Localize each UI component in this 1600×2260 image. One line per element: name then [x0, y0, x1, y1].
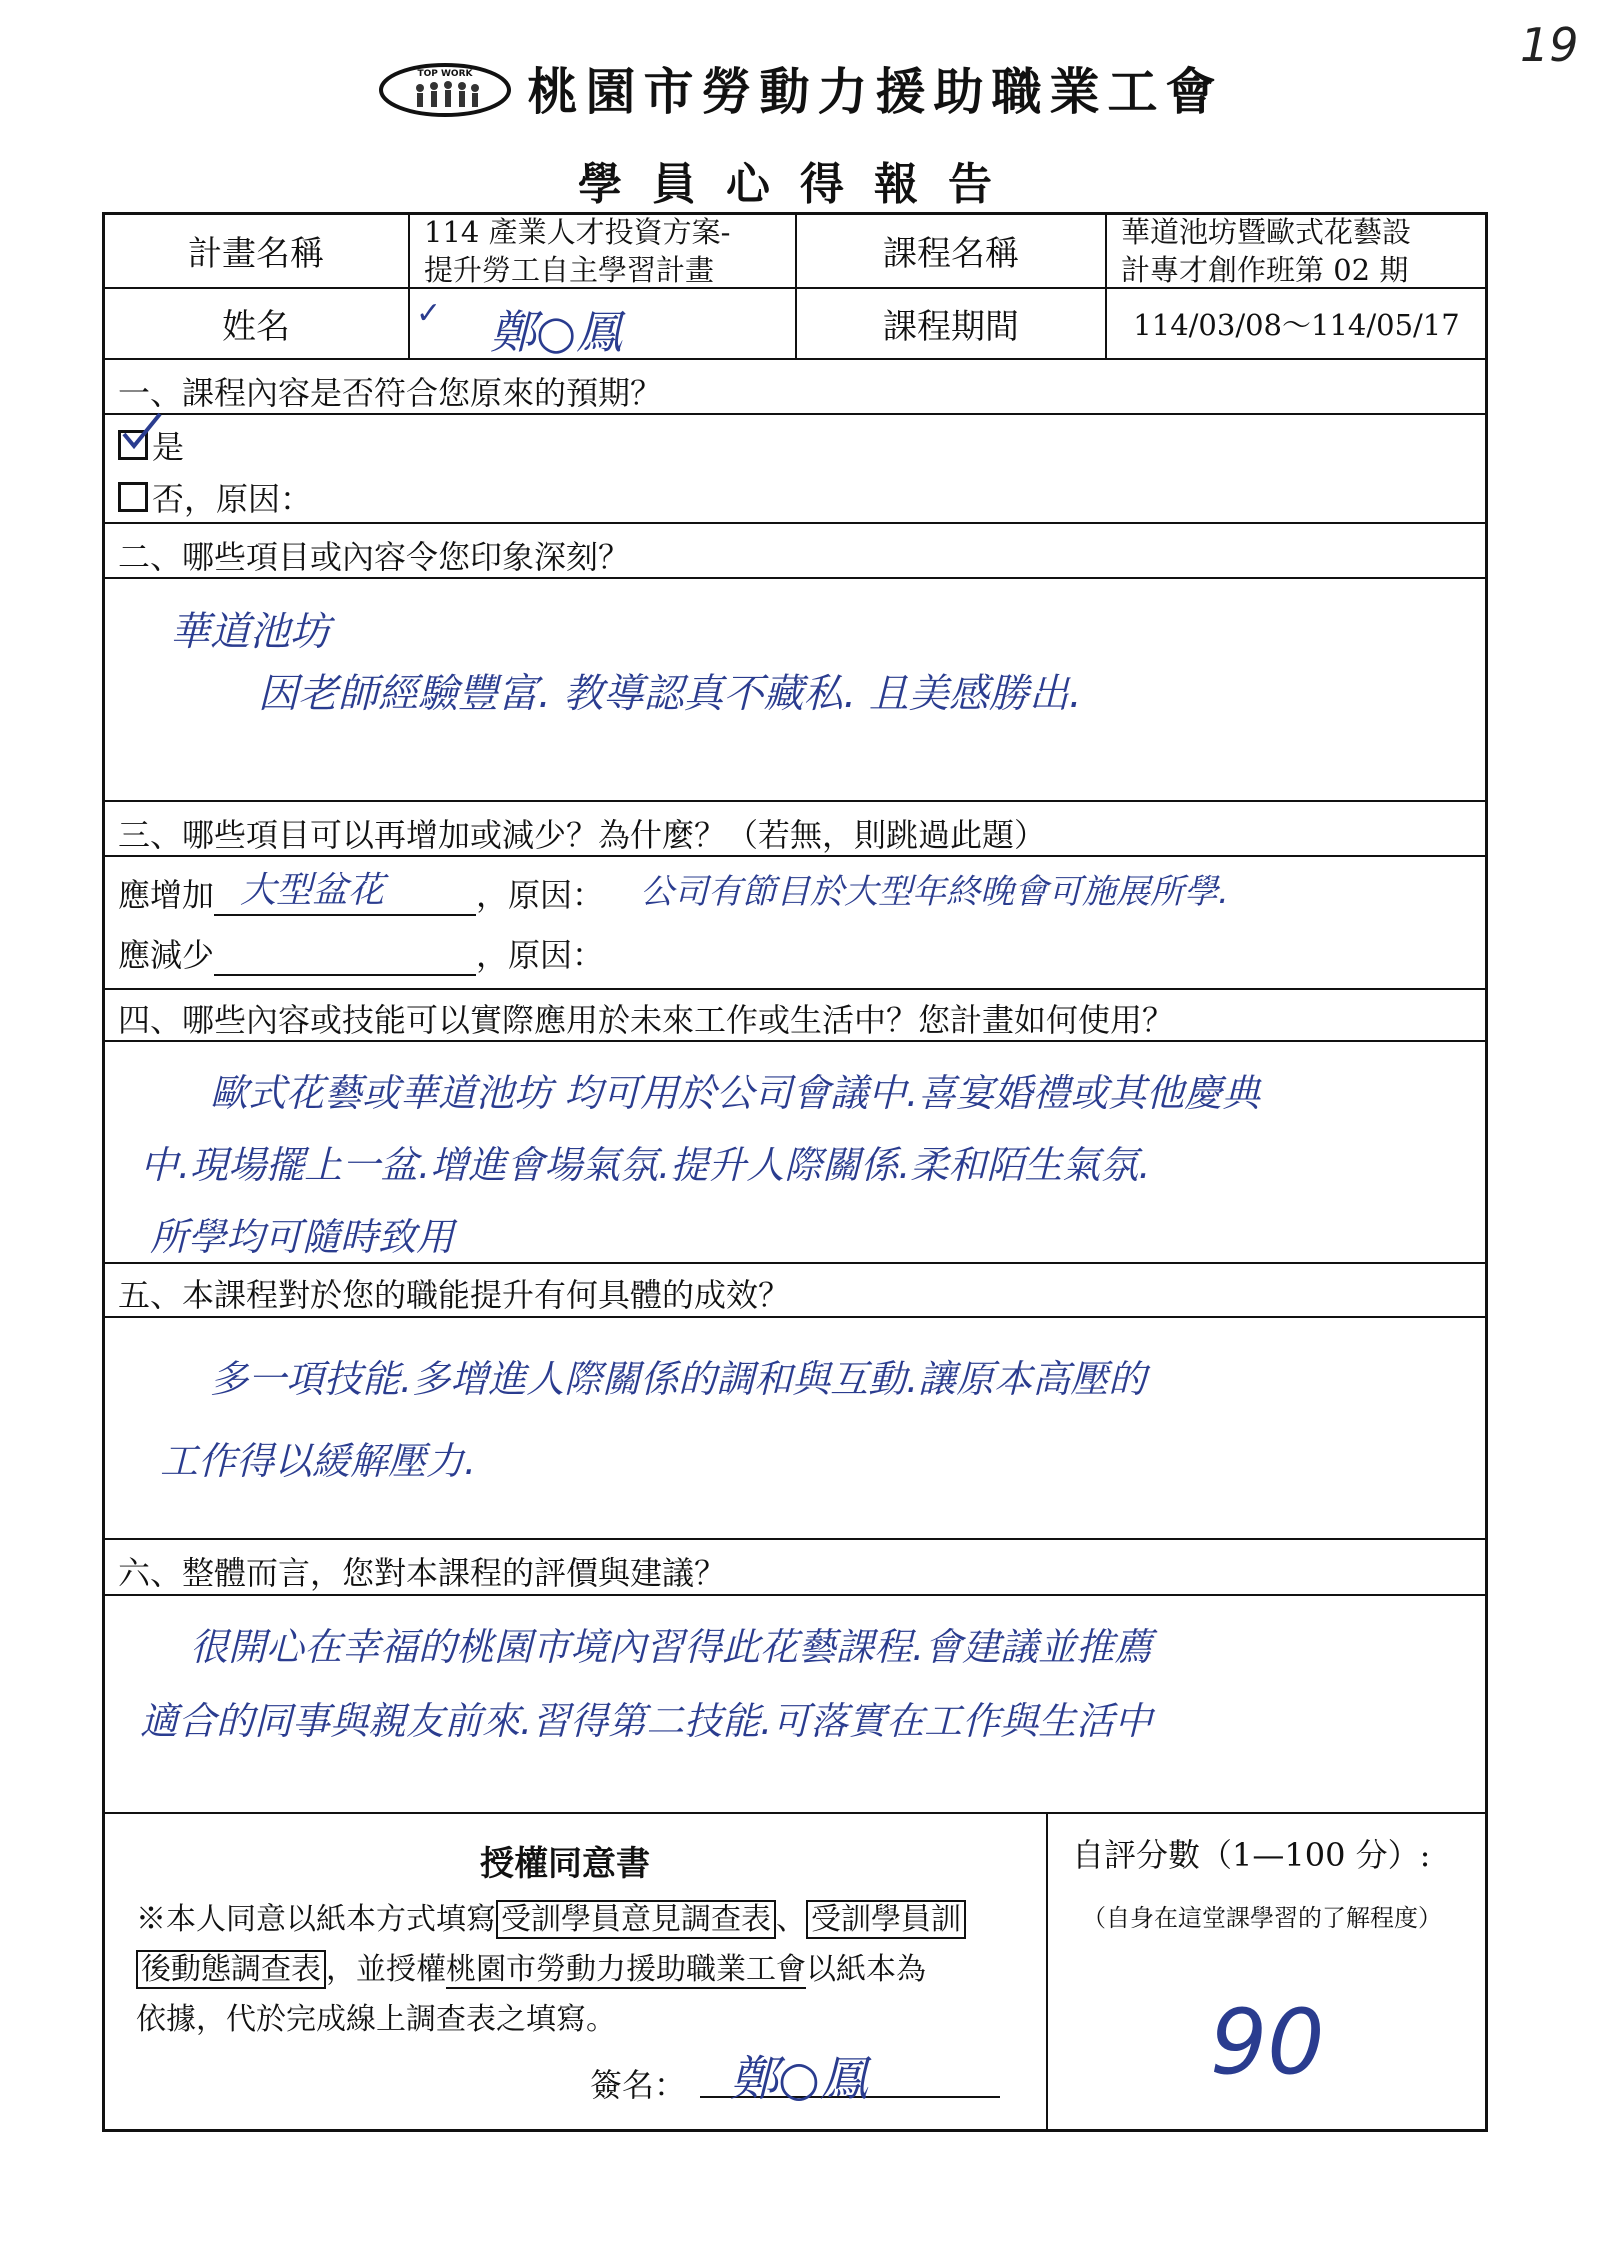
consent-mid: ，並授權 — [326, 1952, 446, 1987]
q2-answer-line[interactable]: 華道池坊 — [170, 609, 330, 655]
score-label: 自評分數（1—100 分）: — [1072, 1836, 1431, 1874]
page-number: 19 — [1520, 18, 1579, 72]
add-reason[interactable]: 公司有節目於大型年終晚會可施展所學. — [640, 872, 1229, 912]
q4-answer-line[interactable]: 所學均可隨時致用 — [150, 1215, 455, 1259]
col-divider — [1046, 1812, 1048, 2132]
period-value: 114/03/08～114/05/17 — [1133, 308, 1460, 342]
no-label: 否，原因： — [152, 480, 313, 518]
consent-org: 桃園市勞動力援助職業工會 — [446, 1952, 806, 1987]
letterhead — [0, 52, 1600, 124]
consent-sep: 、 — [776, 1902, 806, 1937]
yes-label: 是 — [152, 428, 185, 466]
q1-title: 一、課程內容是否符合您原來的預期？ — [118, 374, 663, 412]
check-mark-icon — [120, 412, 164, 452]
row-divider — [102, 1594, 1488, 1596]
row-divider — [102, 988, 1488, 990]
period-label: 課程期間 — [883, 307, 1019, 347]
union-logo — [376, 58, 514, 118]
q2-answer-line[interactable]: 因老師經驗豐富. 教導認真不藏私. 且美感勝出. — [258, 671, 1082, 717]
score-sublabel: （自身在這堂課學習的了解程度） — [1082, 1904, 1442, 1932]
name-label: 姓名 — [222, 307, 290, 347]
reduce-reason-label: ，原因： — [476, 936, 605, 974]
row-divider — [102, 1316, 1488, 1318]
q4-answer-line[interactable]: 歐式花藝或華道池坊 均可用於公司會議中.喜宴婚禮或其他慶典 — [210, 1071, 1261, 1115]
row-divider — [102, 800, 1488, 802]
row-divider — [102, 358, 1488, 360]
q5-answer-line[interactable]: 工作得以緩解壓力. — [160, 1439, 477, 1483]
svg-text:TOP WORK: TOP WORK — [417, 69, 473, 79]
q5-answer-line[interactable]: 多一項技能.多增進人際關係的調和與互動.讓原本高壓的 — [210, 1357, 1147, 1401]
q4-answer-line[interactable]: 中.現場擺上一盆.增進會場氣氛.提升人際關係.柔和陌生氣氛. — [140, 1143, 1151, 1187]
consent-tail: 以紙本為 — [806, 1952, 926, 1987]
sign-label: 簽名： — [590, 2066, 687, 2104]
add-reason-label: ，原因： — [476, 876, 605, 914]
q6-title: 六、整體而言，您對本課程的評價與建議？ — [118, 1554, 727, 1592]
plan-value-line: 114 產業人才投資方案- — [424, 214, 731, 249]
reduce-label: 應減少 — [118, 936, 215, 974]
score-value[interactable]: 90 — [1210, 1990, 1325, 2095]
course-value-line: 華道池坊暨歐式花藝設 — [1121, 214, 1412, 249]
signature[interactable]: 鄭○鳳 — [730, 2051, 868, 2107]
name-value[interactable]: 鄭○鳳 — [490, 305, 623, 359]
survey-form-2-cont: 後動態調查表 — [136, 1950, 326, 1989]
organization-name: 桃園市勞動力援助職業工會 — [527, 62, 1224, 121]
q3-title: 三、哪些項目可以再增加或減少？為什麼？（若無，則跳過此題） — [118, 816, 1047, 854]
row-divider — [102, 522, 1488, 524]
course-label: 課程名稱 — [883, 234, 1019, 274]
consent-title: 授權同意書 — [480, 1844, 650, 1884]
row-divider — [102, 1538, 1488, 1540]
q6-answer-line[interactable]: 很開心在幸福的桃園市境內習得此花藝課程.會建議並推薦 — [190, 1625, 1153, 1669]
q5-title: 五、本課程對於您的職能提升有何具體的成效？ — [118, 1276, 791, 1314]
add-label: 應增加 — [118, 876, 215, 914]
plan-value — [410, 214, 795, 287]
q3-reduce-row — [118, 930, 604, 976]
course-value-line: 計專才創作班第 02 期 — [1121, 252, 1409, 287]
survey-form-2: 受訓學員訓 — [806, 1900, 966, 1939]
course-value — [1107, 214, 1486, 287]
q6-answer-line[interactable]: 適合的同事與親友前來.習得第二技能.可落實在工作與生活中 — [140, 1699, 1153, 1743]
consent-prefix: ※本人同意以紙本方式填寫 — [136, 1902, 496, 1937]
q4-title: 四、哪些內容或技能可以實際應用於未來工作或生活中？您計畫如何使用？ — [118, 1001, 1175, 1039]
q2-title: 二、哪些項目或內容令您印象深刻？ — [118, 538, 631, 576]
row-divider — [102, 1812, 1488, 1814]
plan-label: 計畫名稱 — [188, 234, 324, 274]
survey-form-1: 受訓學員意見調查表 — [496, 1900, 776, 1939]
q1-no-option[interactable] — [118, 474, 312, 520]
add-value[interactable]: 大型盆花 — [240, 870, 385, 911]
reduce-value-field[interactable] — [214, 940, 476, 976]
no-checkbox[interactable] — [118, 482, 148, 512]
consent-text — [136, 1895, 1036, 2045]
document-title: 學員心得報告 — [578, 159, 1022, 210]
plan-value-line: 提升勞工自主學習計畫 — [424, 252, 715, 287]
row-divider — [102, 1262, 1488, 1264]
consent-tail-2: 依據，代於完成線上調查表之填寫。 — [136, 2002, 616, 2037]
name-check-mark: ✓ — [416, 296, 442, 331]
